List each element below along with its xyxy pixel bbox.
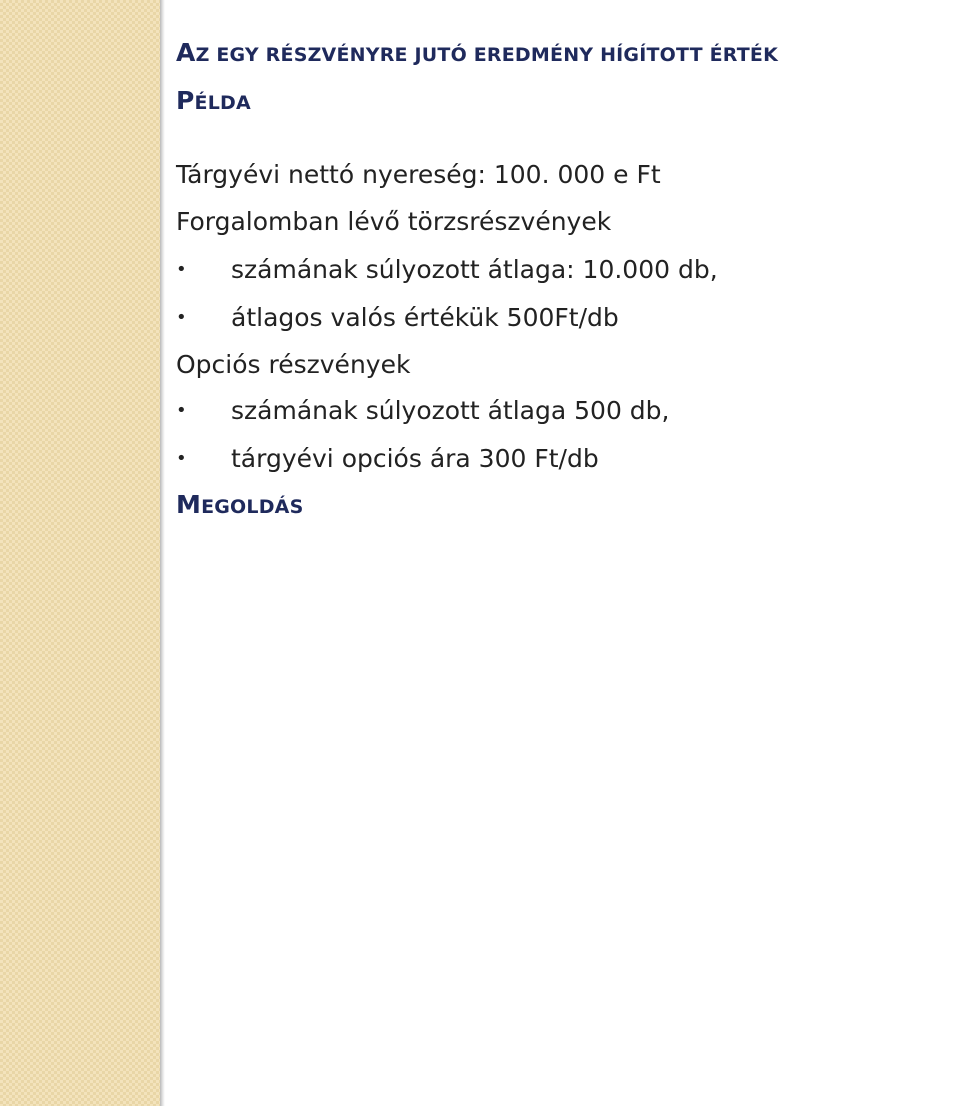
example-heading-initial: P	[176, 86, 195, 115]
slide-title	[176, 38, 778, 67]
slide-title-initial: A	[176, 38, 196, 67]
solution-heading-initial: M	[176, 490, 202, 519]
list-item-text: tárgyévi opciós ára 300 Ft/db	[231, 444, 599, 473]
bullet-icon: •	[176, 307, 187, 328]
solution-heading-rest: EGOLDÁS	[201, 496, 304, 518]
list-item-text: számának súlyozott átlaga 500 db,	[231, 396, 670, 425]
net-profit-line: Tárgyévi nettó nyereség: 100. 000 e Ft	[176, 160, 661, 189]
solution-heading	[176, 490, 303, 519]
bullet-icon: •	[176, 259, 187, 280]
shares-outstanding-line: Forgalomban lévő törzsrészvények	[176, 207, 612, 236]
list-item-text: átlagos valós értékük 500Ft/db	[231, 303, 619, 332]
list-item-text: számának súlyozott átlaga: 10.000 db,	[231, 255, 718, 284]
example-heading-rest: ÉLDA	[194, 92, 251, 114]
decorative-sidebar	[0, 0, 160, 1106]
example-heading	[176, 86, 251, 115]
bullet-icon: •	[176, 400, 187, 421]
sidebar-shadow-edge	[160, 0, 165, 1106]
slide-title-rest: Z EGY RÉSZVÉNYRE JUTÓ EREDMÉNY HÍGÍTOTT ÉRTÉK	[195, 44, 779, 66]
options-title-line: Opciós részvények	[176, 350, 411, 379]
bullet-icon: •	[176, 448, 187, 469]
